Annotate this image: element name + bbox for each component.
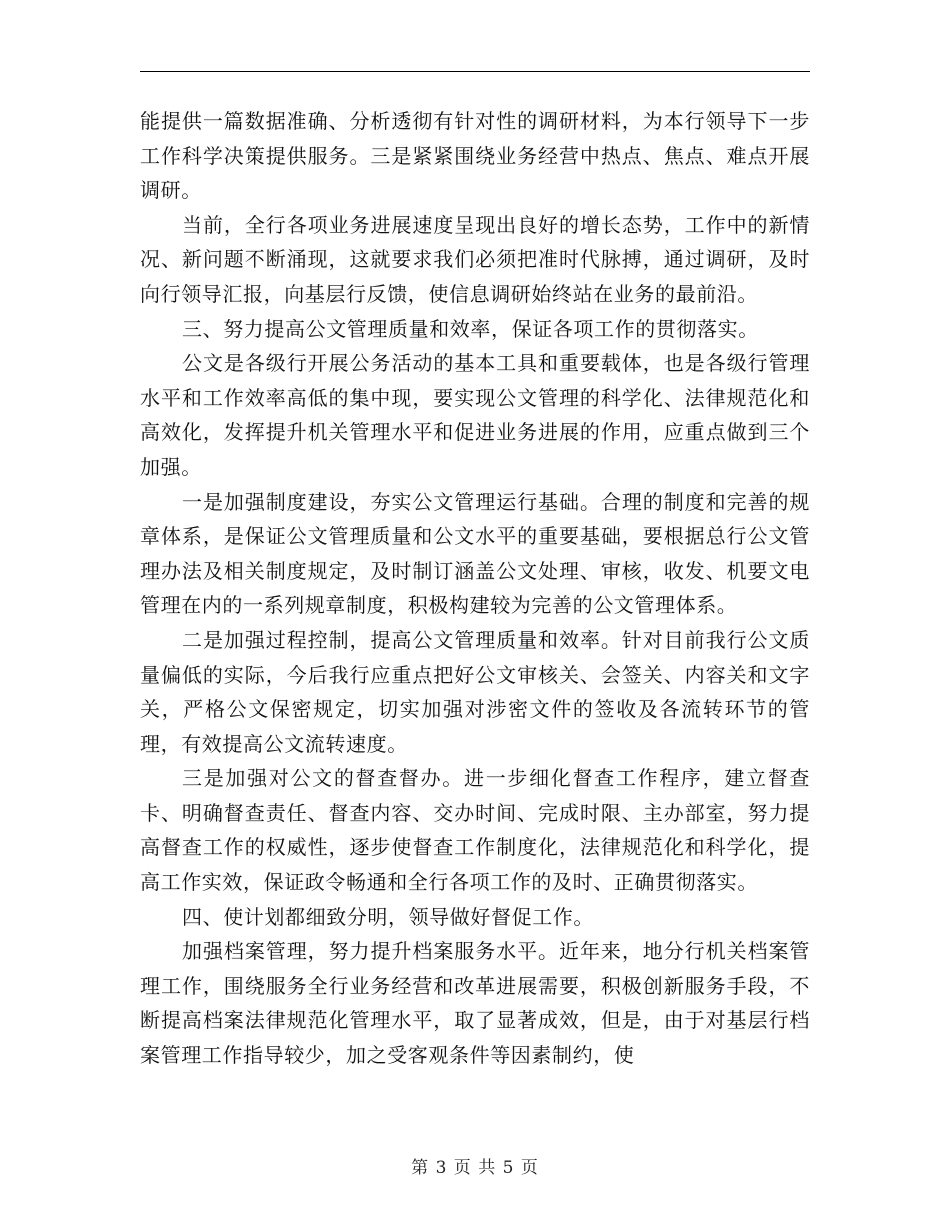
document-body [140, 104, 810, 1073]
paragraph: 加强档案管理，努力提升档案服务水平。近年来，地分行机关档案管理工作，围绕服务全行业务经营和改革进展需要，积极创新服务手段，不断提高档案法律规范化管理水平，取了显著成效，但是，由于对基层行档案管理工作指导较少，加之受客观条件等因素制约，使 [140, 939, 810, 1068]
paragraph: 当前，全行各项业务进展速度呈现出良好的增长态势，工作中的新情况、新问题不断涌现，这就要求我们必须把准时代脉搏，通过调研，及时向行领导汇报，向基层行反馈，使信息调研始终站在业务的最前沿。 [140, 212, 810, 306]
paragraph: 三是加强对公文的督查督办。进一步细化督查工作程序，建立督查卡、明确督查责任、督查内容、交办时间、完成时限、主办部室，努力提高督查工作的权威性，逐步使督查工作制度化，法律规范化和科学化，提高工作实效，保证政令畅通和全行各项工作的及时、正确贯彻落实。 [140, 766, 810, 895]
paragraph: 公文是各级行开展公务活动的基本工具和重要载体，也是各级行管理水平和工作效率高低的集中现，要实现公文管理的科学化、法律规范化和高效化，发挥提升机关管理水平和促进业务进展的作用，应重点做到三个加强。 [140, 351, 810, 479]
paragraph: 二是加强过程控制，提高公文管理质量和效率。针对目前我行公文质量偏低的实际，今后我行应重点把好公文审核关、会签关、内容关和文字关，严格公文保密规定，切实加强对涉密文件的签收及各流转环节的管理，有效提高公文流转速度。 [140, 627, 810, 756]
paragraph: 一是加强制度建设，夯实公文管理运行基础。合理的制度和完善的规章体系，是保证公文管理质量和公文水平的重要基础，要根据总行公文管理办法及相关制度规定，及时制订涵盖公文处理、审核，收发、机要文电管理在内的一系列规章制度，积极构建较为完善的公文管理体系。 [140, 489, 810, 618]
paragraph: 能提供一篇数据准确、分析透彻有针对性的调研材料，为本行领导下一步工作科学决策提供服务。三是紧紧围绕业务经营中热点、焦点、难点开展调研。 [140, 109, 810, 203]
header-rule [140, 71, 810, 72]
section-heading: 四、使计划都细致分明，领导做好督促工作。 [182, 904, 594, 929]
page-number: 第 3 页 共 5 页 [411, 1158, 539, 1178]
section-heading: 三、努力提高公文管理质量和效率，保证各项工作的贯彻落实。 [182, 316, 759, 341]
